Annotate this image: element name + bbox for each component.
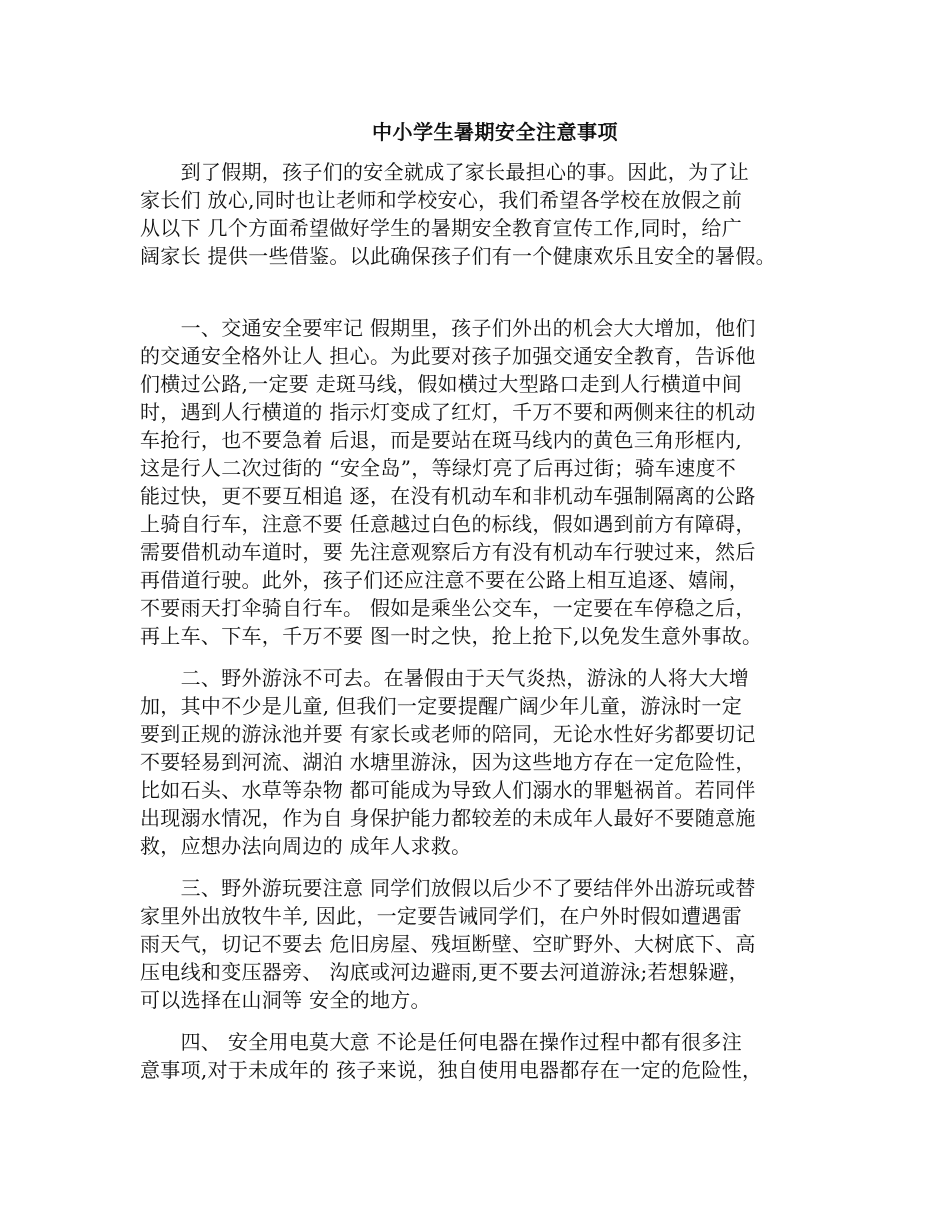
text-line: 阔家长 提供一些借鉴。以此确保孩子们有一个健康欢乐且安全的暑假。 — [140, 244, 776, 268]
text-line: 雨天气，切记不要去 危旧房屋、残垣断壁、空旷野外、大树底下、高 — [140, 932, 756, 956]
text-line: 到了假期，孩子们的安全就成了家长最担心的事。因此，为了让 — [140, 160, 749, 184]
text-line: 压电线和变压器旁、 沟底或河边避雨,更不要去河道游泳;若想躲避， — [140, 960, 750, 984]
text-line: 比如石头、水草等杂物 都可能成为导致人们溺水的罪魁祸首。若同伴 — [140, 778, 756, 802]
text-line: 再上车、下车，千万不要 图一时之快，抢上抢下,以免发生意外事故。 — [140, 624, 763, 648]
text-line: 要到正规的游泳池并要 有家长或老师的陪同，无论水性好劣都要切记 — [140, 722, 756, 746]
text-line: 时，遇到人行横道的 指示灯变成了红灯，千万不要和两侧来往的机动 — [140, 400, 756, 424]
text-line: 们横过公路,一定要 走斑马线，假如横过大型路口走到人行横道中间 — [140, 372, 743, 396]
text-line: 三、野外游玩要注意 同学们放假以后少不了要结伴外出游玩或替 — [140, 876, 756, 900]
text-line: 车抢行，也不要急着 后退，而是要站在斑马线内的黄色三角形框内, — [140, 428, 743, 452]
text-line: 从以下 几个方面希望做好学生的暑期安全教育宣传工作,同时，给广 — [140, 216, 743, 240]
text-line: 的交通安全格外让人 担心。为此要对孩子加强交通安全教育，告诉他 — [140, 344, 756, 368]
text-line: 可以选择在山洞等 安全的地方。 — [140, 988, 431, 1012]
text-line: 二、野外游泳不可去。在暑假由于天气炎热，游泳的人将大大增 — [140, 666, 749, 690]
text-line: 需要借机动车道时，要 先注意观察后方有没有机动车行驶过来，然后 — [140, 540, 756, 564]
text-line: 四、 安全用电莫大意 不论是任何电器在操作过程中都有很多注 — [140, 1030, 743, 1054]
text-line: 再借道行驶。此外，孩子们还应注意不要在公路上相互追逐、嬉闹， — [140, 568, 749, 592]
text-line: 不要雨天打伞骑自行车。 假如是乘坐公交车，一定要在车停稳之后， — [140, 596, 756, 620]
text-line: 不要轻易到河流、湖泊 水塘里游泳，因为这些地方存在一定危险性， — [140, 750, 756, 774]
text-line: 出现溺水情况，作为自 身保护能力都较差的未成年人最好不要随意施 — [140, 806, 756, 830]
text-line: 家里外出放牧牛羊, 因此，一定要告诫同学们，在户外时假如遭遇雷 — [140, 904, 743, 928]
text-line: 家长们 放心,同时也让老师和学校安心，我们希望各学校在放假之前 — [140, 188, 743, 212]
text-line: 加，其中不少是儿童, 但我们一定要提醒广阔少年儿童，游泳时一定 — [140, 694, 743, 718]
text-line: 意事项,对于未成年的 孩子来说，独自使用电器都存在一定的危险性， — [140, 1058, 763, 1082]
text-line: 上骑自行车，注意不要 任意越过白色的标线，假如遇到前方有障碍， — [140, 512, 756, 536]
document-title: 中小学生暑期安全注意事项 — [372, 120, 618, 144]
text-line: 一、交通安全要牢记 假期里，孩子们外出的机会大大增加，他们 — [140, 316, 756, 340]
text-line: 能过快，更不要互相追 逐，在没有机动车和非机动车强制隔离的公路 — [140, 484, 756, 508]
text-line: 这是行人二次过街的 “安全岛”，等绿灯亮了后再过街；骑车速度不 — [140, 456, 737, 480]
text-line: 救，应想办法向周边的 成年人求救。 — [140, 834, 472, 858]
